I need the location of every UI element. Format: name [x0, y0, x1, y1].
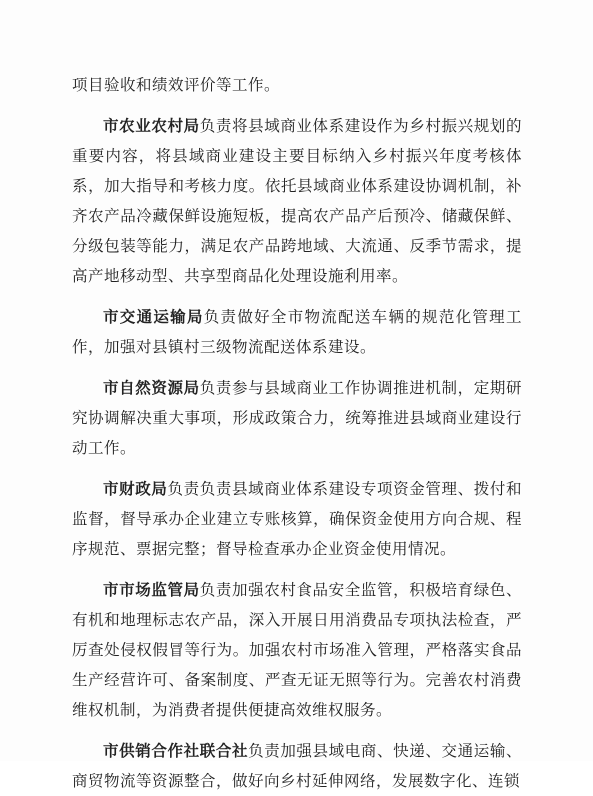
- paragraph-continuation: [72, 70, 522, 100]
- document-body: [72, 70, 522, 796]
- department-name: 市财政局: [103, 479, 168, 498]
- paragraph-market-supervision-bureau: [72, 575, 522, 725]
- paragraph-text: 负责负责县域商业体系建设专项资金管理、拨付和监督，督导承办企业建立专账核算，确保资金使用方向合规、程序规范、票据完整；督导检查承办企业资金使用情况。: [72, 480, 522, 558]
- department-name: 市市场监管局: [103, 580, 200, 599]
- paragraph-text: 负责做好全市物流配送车辆的规范化管理工作，加强对县镇村三级物流配送体系建设。: [72, 308, 522, 356]
- paragraph-agriculture-bureau: [72, 111, 522, 291]
- paragraph-text: 负责参与县域商业工作协调推进机制，定期研究协调解决重大事项，形成政策合力，统筹推进县域商业建设行动工作。: [72, 379, 522, 457]
- paragraph-natural-resources-bureau: [72, 373, 522, 463]
- paragraph-text: 项目验收和绩效评价等工作。: [72, 76, 281, 94]
- paragraph-transport-bureau: [72, 302, 522, 362]
- paragraph-text: 负责加强农村食品安全监管，积极培育绿色、有机和地理标志农产品，深入开展日用消费品专项执法检查，严厉查处侵权假冒等行为。加强农村市场准入管理，严格落实食品生产经营许可、备案制度、严查无证无照等行为。完善农村消费维权机制，为消费者提供便捷高效维权服务。: [72, 581, 522, 719]
- department-name: 市交通运输局: [103, 307, 204, 326]
- paragraph-text: 负责将县域商业体系建设作为乡村振兴规划的重要内容，将县域商业建设主要目标纳入乡村振兴年度考核体系，加大指导和考核力度。依托县域商业体系建设协调机制，补齐农产品冷藏保鲜设施短板，提高农产品产后预冷、储藏保鲜、分级包装等能力，满足农产品跨地域、大流通、反季节需求，提高产地移动型、共享型商品化处理设施利用率。: [72, 117, 522, 285]
- paragraph-supply-marketing-cooperative: [72, 736, 522, 796]
- department-name: 市供销合作社联合社: [103, 741, 249, 760]
- paragraph-finance-bureau: [72, 474, 522, 564]
- department-name: 市自然资源局: [103, 378, 200, 397]
- paragraph-text: 负责加强县域电商、快递、交通运输、商贸物流等资源整合，做好向乡村延伸网络，发展数字化、连锁: [72, 742, 522, 790]
- department-name: 市农业农村局: [103, 116, 200, 135]
